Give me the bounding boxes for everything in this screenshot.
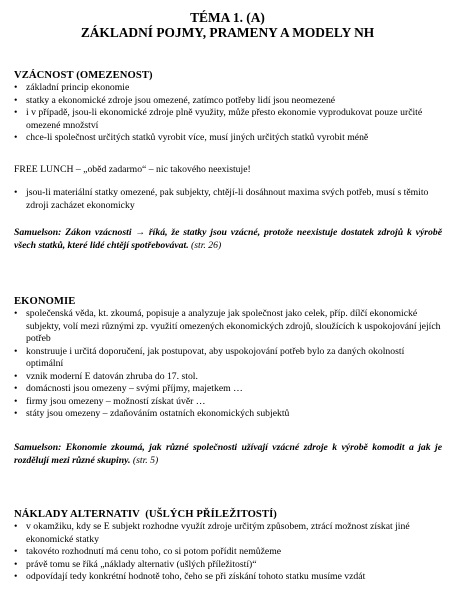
quote-text: říká, že statky jsou vzácné, protože neexistuje dostatek zdrojů k výrobě všech statků, které lidé chtějí spotřebovávat. xyxy=(14,227,442,251)
quote-text: Ekonomie zkoumá, jak různé společnosti užívají vzácné zdroje k výrobě komodit a jak je rozdělují mezi různé skupiny. xyxy=(14,442,442,466)
bullet-icon: • xyxy=(14,370,18,382)
list-item: • vznik moderní E datován zhruba do 17. stol. xyxy=(14,370,198,382)
list-item: • základní princip ekonomie xyxy=(14,82,130,93)
list-item: • firmy jsou omezeny – možností získat úvěr … xyxy=(14,395,206,407)
quote-author: Samuelson: xyxy=(14,227,62,238)
scarcity-bullet-list-2 xyxy=(12,187,442,212)
bullet-icon: • xyxy=(14,308,18,319)
bullet-icon: • xyxy=(14,107,18,118)
list-item: • takovéto rozhodnutí má cenu toho, co si potom pořídit nemůžeme xyxy=(14,546,282,557)
samuelson-quote-economics xyxy=(14,442,442,467)
bullet-icon: • xyxy=(14,82,18,93)
bullet-icon: • xyxy=(14,408,18,419)
bullet-icon: • xyxy=(14,558,18,570)
economics-bullet-list xyxy=(12,308,442,421)
bullet-icon: • xyxy=(14,521,18,532)
bullet-icon: • xyxy=(14,132,18,143)
list-item: • chce-li společnost určitých statků vyrobit více, musí jiných určitých statků vyrobit méně xyxy=(14,132,369,143)
list-item: • státy jsou omezeny – zdaňováním ostatních ekonomických subjektů xyxy=(14,408,290,419)
arrow-icon: → xyxy=(135,227,146,238)
list-item: • právě tomu se říká „náklady alternativ (ušlých příležitostí)“ xyxy=(14,558,257,570)
quote-author: Samuelson: xyxy=(14,442,62,453)
list-item: • statky a ekonomické zdroje jsou omezené, zatímco potřeby lidí jsou neomezené xyxy=(14,94,336,106)
samuelson-quote-scarcity xyxy=(14,227,442,252)
document-subtitle: ZÁKLADNÍ POJMY, PRAMENY A MODELY NH xyxy=(80,25,375,40)
list-item: • jsou-li materiální statky omezené, pak subjekty, chtějí-li dosáhnout maxima svých potřeb, musí s těmito zdroji zacházet ekonomicky xyxy=(14,187,429,211)
list-item: • konstruuje i určitá doporučení, jak postupovat, aby uspokojování potřeb bylo za daných okolností optimální xyxy=(14,345,405,369)
quote-reference: (str. 26) xyxy=(188,239,222,251)
bullet-icon: • xyxy=(14,345,18,357)
opportunity-cost-bullet-list xyxy=(12,521,442,584)
list-item: • v okamžiku, kdy se E subjekt rozhodne využít zdroje určitým způsobem, ztrácí možnost získat jiné ekonomické statky xyxy=(14,521,410,545)
document-title: TÉMA 1. (A) xyxy=(190,10,265,25)
bullet-icon: • xyxy=(14,571,18,582)
quote-reference: (str. 5) xyxy=(130,454,159,466)
scarcity-bullet-list xyxy=(12,82,442,145)
bullet-icon: • xyxy=(14,187,18,198)
list-item: • odpovídají tedy konkrétní hodnotě toho, čeho se při získání tohoto statku musíme vzdát xyxy=(14,571,366,582)
list-item: • i v případě, jsou-li ekonomické zdroje plně využity, může přesto ekonomie vyprodukovat pouze určité omezené množství xyxy=(14,107,423,131)
bullet-icon: • xyxy=(14,94,18,106)
bullet-icon: • xyxy=(14,546,18,557)
quote-text: Zákon vzácnosti xyxy=(61,227,136,238)
list-item: • společenská věda, kt. zkoumá, popisuje a analyzuje jak společnost jako celek, příp. dílčí ekonomické subjekty, volí mezi různými zp. využití omezených ekonomických zdrojů, sloužících k uspokojování jejích potřeb xyxy=(14,308,441,344)
list-item: • domácnosti jsou omezeny – svými příjmy, majetkem … xyxy=(14,383,243,394)
section-heading-scarcity: VZÁCNOST (OMEZENOST) xyxy=(14,70,153,81)
free-lunch-line: FREE LUNCH – „oběd zadarmo“ – nic takového neexistuje! xyxy=(14,164,251,175)
section-heading-economics: EKONOMIE xyxy=(14,296,76,307)
bullet-icon: • xyxy=(14,395,18,407)
section-heading-opportunity-cost: NÁKLADY ALTERNATIV (UŠLÝCH PŘÍLEŽITOSTÍ) xyxy=(14,509,277,520)
bullet-icon: • xyxy=(14,383,18,394)
